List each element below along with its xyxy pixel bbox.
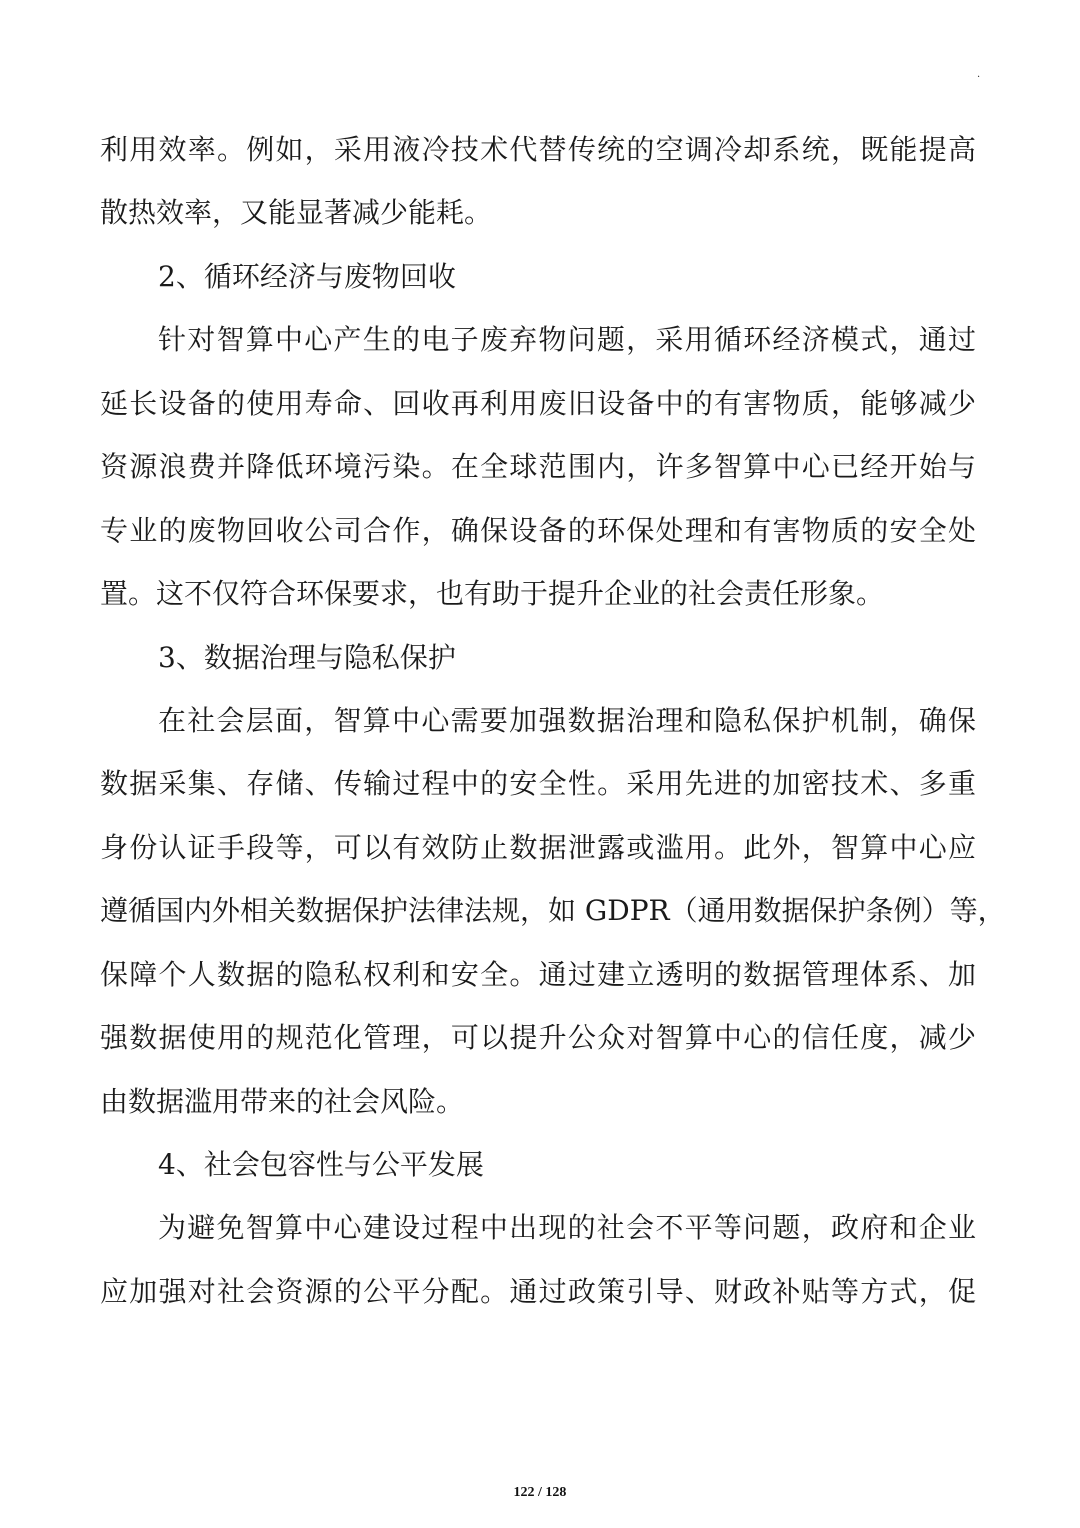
document-body: [100, 118, 1006, 1323]
text-line: 针对智算中心产生的电子废弃物问题，采用循环经济模式，通过: [158, 323, 976, 357]
text-line: 利用效率。例如，采用液冷技术代替传统的空调冷却系统，既能提高: [100, 133, 976, 166]
text-line: 在社会层面，智算中心需要加强数据治理和隐私保护机制，确保: [158, 703, 976, 737]
text-line: 2、循环经济与废物回收: [158, 259, 456, 293]
text-line: 专业的废物回收公司合作，确保设备的环保处理和有害物质的安全处: [100, 513, 976, 547]
text-line: 置。这不仅符合环保要求，也有助于提升企业的社会责任形象。: [100, 577, 885, 611]
text-line: 为避免智算中心建设过程中出现的社会不平等问题，政府和企业: [158, 1211, 976, 1245]
text-line: 遵循国内外相关数据保护法律法规，如 GDPR（通用数据保护条例）等，: [100, 894, 1006, 928]
text-line: 延长设备的使用寿命、回收再利用废旧设备中的有害物质，能够减少: [100, 386, 976, 420]
text-line: 强数据使用的规范化管理，可以提升公众对智算中心的信任度，减少: [100, 1021, 976, 1055]
text-line: 3、数据治理与隐私保护: [158, 640, 456, 674]
text-line: 应加强对社会资源的公平分配。通过政策引导、财政补贴等方式，促: [100, 1274, 976, 1308]
text-line: 散热效率，又能显著减少能耗。: [100, 196, 493, 230]
text-line: 保障个人数据的隐私权利和安全。通过建立透明的数据管理体系、加: [100, 957, 976, 991]
corner-mark: ·: [977, 72, 981, 83]
text-line: 资源浪费并降低环境污染。在全球范围内，许多智算中心已经开始与: [100, 450, 976, 484]
page-number: 122 / 128: [513, 1485, 567, 1500]
text-line: 数据采集、存储、传输过程中的安全性。采用先进的加密技术、多重: [100, 767, 976, 801]
text-line: 4、社会包容性与公平发展: [158, 1148, 484, 1181]
text-line: 身份认证手段等，可以有效防止数据泄露或滥用。此外，智算中心应: [100, 830, 976, 864]
text-line: 由数据滥用带来的社会风险。: [100, 1084, 465, 1118]
